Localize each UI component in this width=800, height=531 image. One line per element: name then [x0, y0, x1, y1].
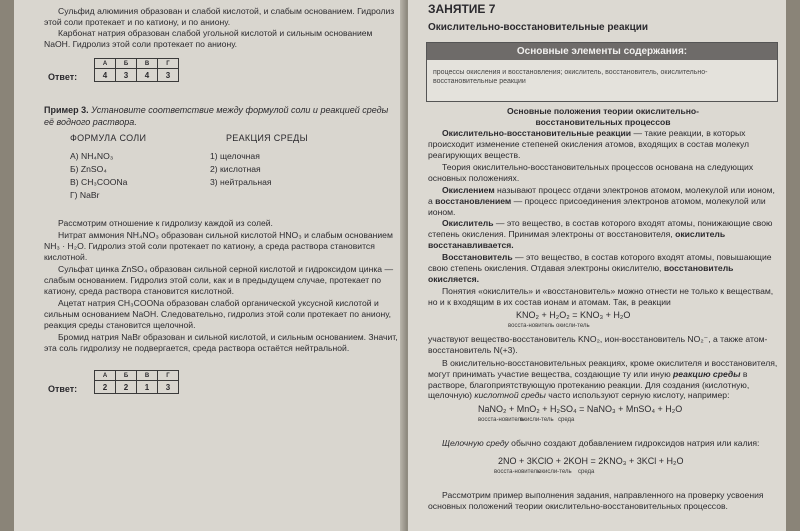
answer-value: 1: [137, 381, 158, 394]
answer-value: 3: [158, 381, 179, 394]
answer-value: 2: [116, 381, 137, 394]
example-3: [44, 104, 394, 128]
salt-option: Б) ZnSO₄: [70, 164, 107, 174]
answer-header: Б: [116, 59, 137, 69]
example-text: Установите соответствие между формулой соли и реакцией среды её водного раствора.: [44, 105, 389, 127]
salt-option: А) NH₄NO₃: [70, 151, 114, 161]
theory-intro: Теория окислительно-восстановительных процессов основана на следующих основных положениях.: [428, 162, 754, 183]
medium-text-a: В окислительно-восстановительных реакциях, кроме окислителя и восстановителя, могут принимать участие вещества, создающие ту или иную: [428, 358, 778, 379]
oxidation-text: называют процесс отдачи электронов атомом, молекулой или ионом, а: [428, 185, 775, 206]
alkaline-paragraph: [428, 438, 778, 449]
term-redox: Окислительно-восстановительные реакции: [442, 128, 632, 138]
answer-header: А: [95, 59, 116, 69]
equation-2: NaNO₂ + MnO₂ + H₂SO₄ = NaNO₃ + MnSO₄ + H₂O: [478, 404, 683, 414]
answer-label-1: Ответ:: [48, 72, 78, 82]
eq3-label-reducer: восста-новитель: [494, 469, 541, 475]
answer-header: В: [137, 59, 158, 69]
answer-table-1: [94, 58, 179, 82]
section-heading: Основные положения теории окислительно-восстановительных процессов: [506, 106, 700, 127]
definition-redox: [428, 128, 778, 160]
example-title: Пример 3.: [44, 105, 89, 115]
definition-reducer: [428, 252, 778, 284]
reduction-text: — процесс присоединения электронов атомом, молекулой или ионом.: [428, 195, 766, 217]
salt-option: Г) NaBr: [70, 190, 100, 200]
column-header-medium: РЕАКЦИЯ СРЕДЫ: [226, 133, 308, 143]
concepts-paragraph: Понятия «окислитель» и «восстановитель» можно отнести не только к веществам, но и к входящим в их состав ионам и атомам. Так, в реакции: [428, 286, 774, 307]
lesson-subtitle: Окислительно-восстановительные реакции: [428, 22, 649, 33]
eq1-label-oxidizer: окисли-тель: [556, 323, 590, 329]
oxidizer-text: — это вещество, в состав которого входят атомы, понижающие свою степень окисления. Принимая электроны от восстановителя,: [428, 218, 773, 239]
medium-list: [210, 150, 272, 189]
term-reduction: восстановлением: [435, 195, 512, 206]
eq2-label-oxidizer: окисли-тель: [520, 417, 554, 423]
answer-header: В: [137, 371, 158, 381]
salt-list: [70, 150, 127, 202]
body-paragraph-1: Рассмотрим отношение к гидролизу каждой из солей.: [58, 218, 273, 228]
term-oxidizer: Окислитель: [442, 218, 494, 228]
eq3-label-oxidizer: окисли-тель: [538, 469, 572, 475]
eq2-label-reducer: восста-новитель: [478, 417, 525, 423]
salt-option: В) CH₃COONa: [70, 177, 128, 187]
participants-paragraph: участвуют вещество-восстановитель KNO₂, ион-восстановитель NO₂⁻, а также атом-восстановитель N(+3).: [428, 334, 768, 355]
answer-table-2: [94, 370, 179, 394]
content-elements-box: [426, 42, 778, 102]
answer-value: 2: [95, 381, 116, 394]
answer-header: А: [95, 371, 116, 381]
reducer-text: — это вещество, в состав которого входят атомы, повышающие свою степень окисления. Отдавая электроны окислителю,: [428, 252, 772, 273]
answer-label-2: Ответ:: [48, 384, 78, 394]
intro-paragraph-2: Карбонат натрия образован слабой угольной кислотой и сильным основанием NaOH. Гидролиз этой соли протекает по аниону.: [44, 28, 373, 49]
closing-paragraph: Рассмотрим пример выполнения задания, направленного на проверку усвоения основных положений теории окислительно-восстановительных процессов.: [428, 490, 764, 511]
answer-header: Г: [158, 59, 179, 69]
equation-3: 2NO + 3KClO + 2KOH = 2KNO₃ + 3KCl + H₂O: [498, 456, 684, 466]
medium-option: 3) нейтральная: [210, 177, 272, 187]
body-paragraph-5: Бромид натрия NaBr образован и сильной кислотой, и сильным основанием. Значит, эта соль гидролизу не подвергается, среда раствора остаётся нейтральной.: [44, 332, 398, 353]
column-header-formula: ФОРМУЛА СОЛИ: [70, 133, 147, 143]
term-oxidation: Окислением: [442, 185, 495, 195]
medium-paragraph: [428, 358, 778, 401]
intro-paragraph-1: Сульфид алюминия образован и слабой кислотой, и слабым основанием. Гидролиз этой соли протекает и по катиону, и по аниону.: [44, 6, 395, 27]
body-paragraph-2: Нитрат аммония NH₄NO₃ образован сильной кислотой HNO₃ и слабым основанием NH₃ · H₂O. Гидролиз этой соли протекает по катиону, а среда раствора становится кислотной.: [44, 230, 393, 262]
medium-text-c: часто используют серную кислоту, например:: [545, 390, 730, 401]
eq2-label-medium: среда: [558, 417, 575, 423]
medium-text-b: в растворе, благоприятствующую протеканию реакции. Для создания (кислотную, щелочную): [428, 368, 750, 401]
eq1-label-reducer: восста-новитель: [508, 323, 555, 329]
definition-redox-text: — такие реакции, в которых происходит изменение степеней окисления атомов, входящих в состав молекул реагирующих веществ.: [428, 128, 750, 160]
term-reducer: Восстановитель: [442, 252, 513, 262]
term-alkaline: Щелочную среду: [442, 438, 509, 448]
answer-value: 3: [158, 69, 179, 82]
eq3-label-medium: среда: [578, 469, 595, 475]
medium-option: 2) кислотная: [210, 164, 261, 174]
lesson-title: ЗАНЯТИЕ 7: [428, 2, 496, 16]
alkaline-text: обычно создают добавлением гидроксидов натрия или калия:: [508, 438, 760, 448]
equation-1: KNO₂ + H₂O₂ = KNO₃ + H₂O: [516, 310, 631, 320]
body-paragraph-4: Ацетат натрия CH₃COONa образован слабой органической уксусной кислотой и сильным основанием NaOH. Следовательно, гидролиз этой соли протекает по аниону, реакция среды становится щелочной.: [44, 298, 392, 330]
term-acidic: кислотной среды: [474, 390, 546, 401]
oxidizer-conclusion: окислитель восстанавливается.: [428, 228, 726, 250]
left-page: [14, 0, 406, 531]
medium-option: 1) щелочная: [210, 151, 260, 161]
definition-oxidizer: [428, 218, 778, 250]
reducer-conclusion: восстановитель окисляется.: [428, 262, 734, 284]
definition-oxidation: [428, 185, 778, 217]
answer-header: Б: [116, 371, 137, 381]
content-box-title: Основные элементы содержания:: [427, 43, 777, 60]
body-paragraph-3: Сульфат цинка ZnSO₄ образован сильной серной кислотой и гидроксидом цинка — слабым основанием. Гидролиз этой соли, как и в предыдущем случае, протекает по катиону, среда раствора становится кислотной.: [44, 264, 394, 296]
right-page: [408, 0, 786, 531]
content-box-text: процессы окисления и восстановления; окислитель, восстановитель, окислительно-восстановительные реакции: [433, 69, 708, 85]
answer-value: 3: [116, 69, 137, 82]
answer-header: Г: [158, 371, 179, 381]
answer-value: 4: [95, 69, 116, 82]
answer-value: 4: [137, 69, 158, 82]
term-medium: реакцию среды: [673, 368, 741, 379]
